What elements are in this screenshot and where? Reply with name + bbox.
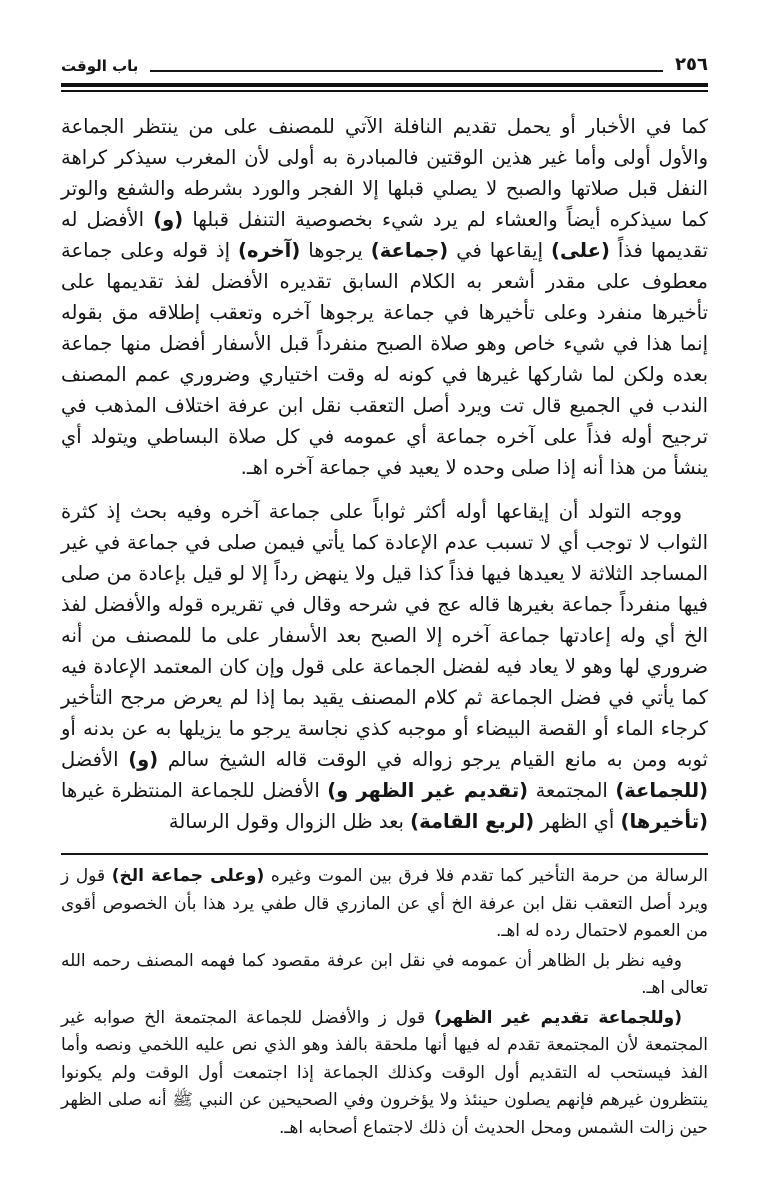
text-segment: إيقاعها في bbox=[448, 239, 552, 262]
text-segment: وفيه نظر بل الظاهر أن عمومه في نقل ابن عرفة مقصود كما فهمه المصنف رحمه الله تعالى اهـ. bbox=[61, 950, 708, 998]
text-segment: قول ز ويرد أصل التعقب نقل ابن عرفة الخ أي عن المازري قال طفي يرد هذا بأن الخصوص أقوى من العموم لاحتمال رده له اهـ. bbox=[61, 866, 708, 941]
matn-bold-segment: (على) bbox=[551, 239, 610, 262]
footnote-paragraph bbox=[61, 863, 708, 946]
footnote-paragraph bbox=[61, 1005, 708, 1143]
matn-bold-segment: (و) bbox=[128, 748, 159, 771]
matn-bold-segment: (للجماعة) bbox=[615, 779, 709, 802]
body-paragraph bbox=[61, 111, 708, 483]
footnote-paragraph bbox=[61, 948, 708, 1003]
matn-bold-segment: (آخره) bbox=[238, 239, 301, 262]
header-double-rule bbox=[61, 83, 708, 92]
text-segment: الأفضل للجماعة المنتظرة غيرها bbox=[61, 779, 328, 802]
header-row bbox=[61, 54, 708, 76]
matn-bold-segment: (وللجماعة تقديم غير الظهر) bbox=[434, 1007, 682, 1028]
matn-bold-segment: (تأخيرها) bbox=[620, 810, 708, 833]
text-segment: يرجوها bbox=[300, 239, 371, 262]
text-segment: الأفضل bbox=[61, 748, 129, 771]
text-segment: إذ قوله وعلى جماعة معطوف على مقدر أشعر به الكلام السابق تقديره الأفضل لفذ تقديمها على تأخيرها منفرد وعلى تأخيرها في جماعة يرجوها آخره وتعقب إطلاقه مق بقوله إنما هذا في شيء خاص وهو صلاة الصبح منفرداً قبل الأسفار أفضل منها جماعة بعده ولكن لما شاركها غيرها في كونه له وقت اختياري وضروري عمم المصنف الندب في الجميع قال تت ويرد أصل التعقب نقل ابن عرفة اختلاف المذهب في ترجيح أوله فذاً على آخره جماعة أي عمومه في كل صلاة البساطي ويتولد أي ينشأ من هذا أنه إذا صلى وحده لا يعيد في جماعة آخره اهـ. bbox=[61, 239, 708, 479]
chapter-title: باب الوقت bbox=[61, 57, 139, 75]
matn-bold-segment: (لربع القامة) bbox=[410, 810, 535, 833]
matn-bold-segment: (و) bbox=[153, 208, 184, 231]
text-segment: الأفضل له تقديمها فذاً bbox=[61, 208, 709, 262]
body-paragraph bbox=[61, 496, 708, 837]
matn-bold-segment: (تقديم غير الظهر و) bbox=[327, 779, 529, 802]
text-segment: قول ز والأفضل للجماعة المجتمعة الخ صوابه غير المجتمعة لأن المجتمعة تقدم له فيها أنها ملحقة بالفذ وهو الذي نص عليه اللخمي ونصه وأما الفذ فيستحب له التقديم أول الوقت وكذلك الجماعة إذا اجتمعت أول الوقت ولم يكونوا ينتظرون غيرهم فإنهم يصلون حينئذ ولا يؤخرون وفي الصحيحين عن النبي ﷺ أنه صلى الظهر حين زالت الشمس ومحل الحديث أن ذلك لاجتماع أصحابه اهـ. bbox=[61, 1007, 708, 1138]
page-header bbox=[61, 54, 708, 92]
matn-bold-segment: (وعلى جماعة الخ) bbox=[111, 866, 265, 886]
footnote-text bbox=[61, 863, 708, 1142]
header-rule-line bbox=[150, 70, 663, 72]
text-segment: كما في الأخبار أو يحمل تقديم النافلة الآتي للمصنف على من ينتظر الجماعة والأول أولى وأما غير هذين الوقتين فالمبادرة به أولى لأن المغرب سيذكر كراهة النفل قبل صلاتها والصبح لا يصلي قبلها إلا الفجر والورد بشرطه والشفع والوتر كما سيذكره أيضاً والعشاء لم يرد شيء بخصوصية التنفل قبلها bbox=[61, 115, 708, 231]
text-segment: أي الظهر bbox=[534, 810, 621, 833]
text-segment: الرسالة من حرمة التأخير كما تقدم فلا فرق بين الموت وغيره bbox=[264, 866, 709, 886]
footnote-separator-rule bbox=[61, 853, 708, 855]
text-segment: ووجه التولد أن إيقاعها أوله أكثر ثواباً على جماعة آخره وفيه بحث إذ كثرة الثواب لا توجب أي لا تسبب عدم الإعادة كما يأتي فيمن صلى في جماعة في غير المساجد الثلاثة لا يعيدها فيها فذاً كذا قيل ولا ينهض رداً إلا لو قيل بإعادة من صلى فيها منفرداً جماعة بغيرها قاله عج في شرحه وقال في تقريره قوله والأفضل لفذ الخ أي وله إعادتها جماعة آخره إلا الصبح بعد الأسفار على ما للمصنف من أنه ضروري لها وهو لا يعاد فيه لفضل الجماعة على قول وإن كان المعتمد الإعادة فيه كما يأتي في فضل الجماعة ثم كلام المصنف يقيد بما إذا لم يعرض مرجح التأخير كرجاء الماء أو القصة البيضاء أو موجبه كذي نجاسة يرجو ما يزيلها به عن بدنه أو ثوبه ومن به مانع القيام يرجو زواله في الوقت قاله الشيخ سالم bbox=[61, 500, 708, 771]
text-segment: بعد ظل الزوال وقول الرسالة bbox=[168, 810, 411, 833]
page-number: ٢٥٦ bbox=[675, 54, 708, 75]
body-text bbox=[61, 111, 708, 837]
matn-bold-segment: (جماعة) bbox=[370, 239, 449, 262]
text-segment: المجتمعة bbox=[528, 779, 616, 802]
